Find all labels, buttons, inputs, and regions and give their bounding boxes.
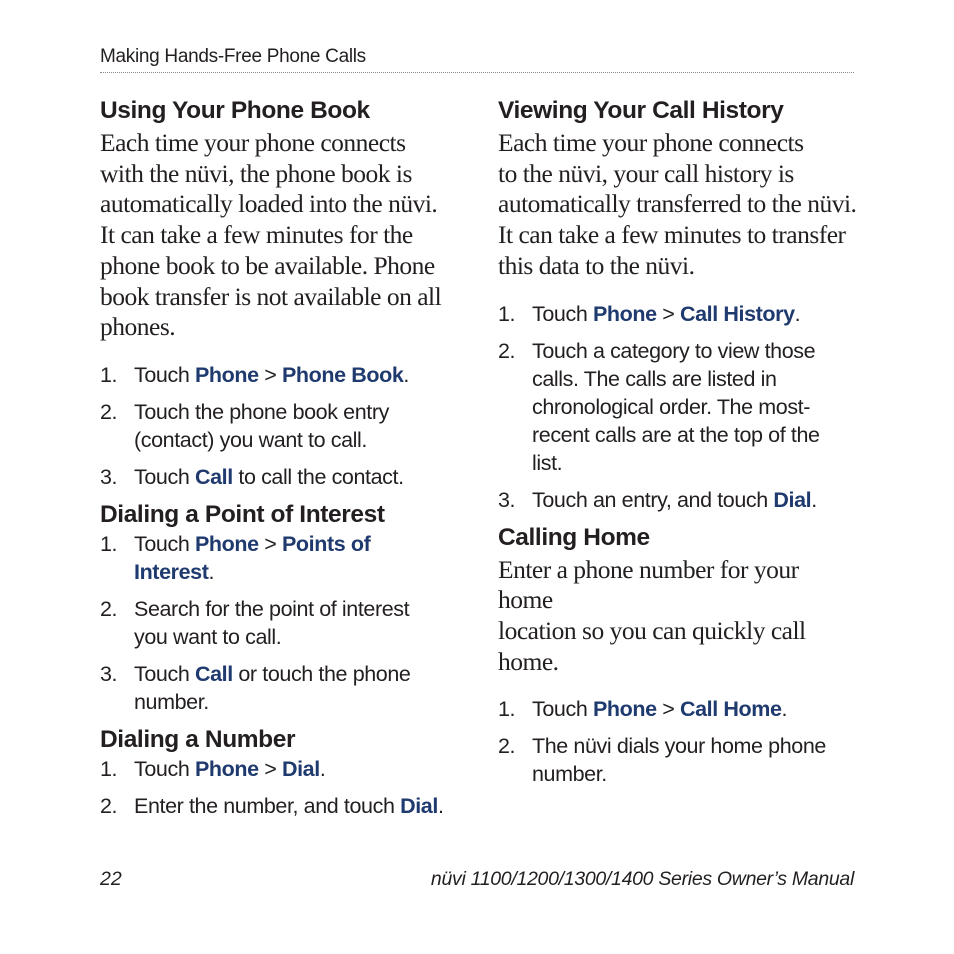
calling-home-paragraph: Enter a phone number for your home location so you can quickly call home. <box>498 554 806 676</box>
list-item: 3. Touch Call to call the contact. <box>100 464 404 489</box>
call-history-paragraph: Each time your phone connects to the nüvi, your call history is automatically transferred to the nüvi. It can take a few minutes to transfer this data to the nüvi. <box>498 128 857 280</box>
right-column <box>498 96 858 797</box>
heading-call-history: Viewing Your Call History <box>498 97 784 124</box>
list-item: 2. The nüvi dials your home phone number. <box>498 734 826 787</box>
keyword-phone: Phone <box>592 697 657 722</box>
section-dialing-number <box>100 725 460 820</box>
keyword-points-of: Points of <box>281 531 371 556</box>
keyword-phone: Phone <box>194 531 259 556</box>
list-item: 1. Touch Phone > Dial. <box>100 756 326 781</box>
list-item: 1. Touch Phone > Points of Interest. <box>100 531 371 584</box>
left-column <box>100 96 460 829</box>
heading-calling-home: Calling Home <box>498 523 650 551</box>
keyword-dial: Dial <box>773 487 812 512</box>
page-number: 22 <box>100 868 122 890</box>
keyword-call-home: Call Home <box>679 697 782 722</box>
list-item: 3. Touch an entry, and touch Dial. <box>498 487 817 512</box>
list-item: 1. Touch Phone > Call Home. <box>498 697 788 722</box>
phone-book-steps <box>100 361 460 491</box>
keyword-phone: Phone <box>194 362 259 387</box>
manual-title: nüvi 1100/1200/1300/1400 Series Owner’s Manual <box>430 868 854 890</box>
keyword-phone-book: Phone Book <box>281 362 404 387</box>
list-item: 2. Touch a category to view those calls. The calls are listed in chronological order. The most- recent calls are at the top of the list. <box>498 338 820 475</box>
keyword-dial: Dial <box>281 756 320 781</box>
list-item: 1. Touch Phone > Call History. <box>498 301 801 326</box>
heading-dialing-poi: Dialing a Point of Interest <box>100 500 385 528</box>
keyword-interest: Interest <box>134 559 209 584</box>
list-item: 2. Enter the number, and touch Dial. <box>100 793 444 818</box>
section-dialing-poi <box>100 500 460 716</box>
list-item: 3. Touch Call or touch the phone number. <box>100 661 411 714</box>
list-item: 2. Touch the phone book entry (contact) you want to call. <box>100 399 389 452</box>
section-phone-book <box>100 96 460 491</box>
heading-phone-book: Using Your Phone Book <box>100 97 370 124</box>
call-history-steps <box>498 300 858 514</box>
list-item: 2. Search for the point of interest you want to call. <box>100 596 410 649</box>
number-steps <box>100 755 460 820</box>
header-divider <box>100 72 854 73</box>
section-calling-home <box>498 523 858 789</box>
heading-dialing-number: Dialing a Number <box>100 725 296 753</box>
calling-home-steps <box>498 695 858 788</box>
section-call-history <box>498 96 858 514</box>
keyword-phone: Phone <box>592 301 657 326</box>
keyword-call-history: Call History <box>679 301 795 326</box>
keyword-phone: Phone <box>194 756 259 781</box>
list-item: 1. Touch Phone > Phone Book. <box>100 362 409 387</box>
keyword-call: Call <box>194 464 233 489</box>
poi-steps <box>100 530 460 716</box>
running-header: Making Hands-Free Phone Calls <box>100 46 366 67</box>
keyword-call: Call <box>194 661 233 686</box>
keyword-dial: Dial <box>400 793 438 818</box>
phone-book-paragraph: Each time your phone connects with the nüvi, the phone book is automatically loaded into the nüvi. It can take a few minutes for the phone book to be available. Phone book transfer is not available on all phones. <box>100 128 442 342</box>
